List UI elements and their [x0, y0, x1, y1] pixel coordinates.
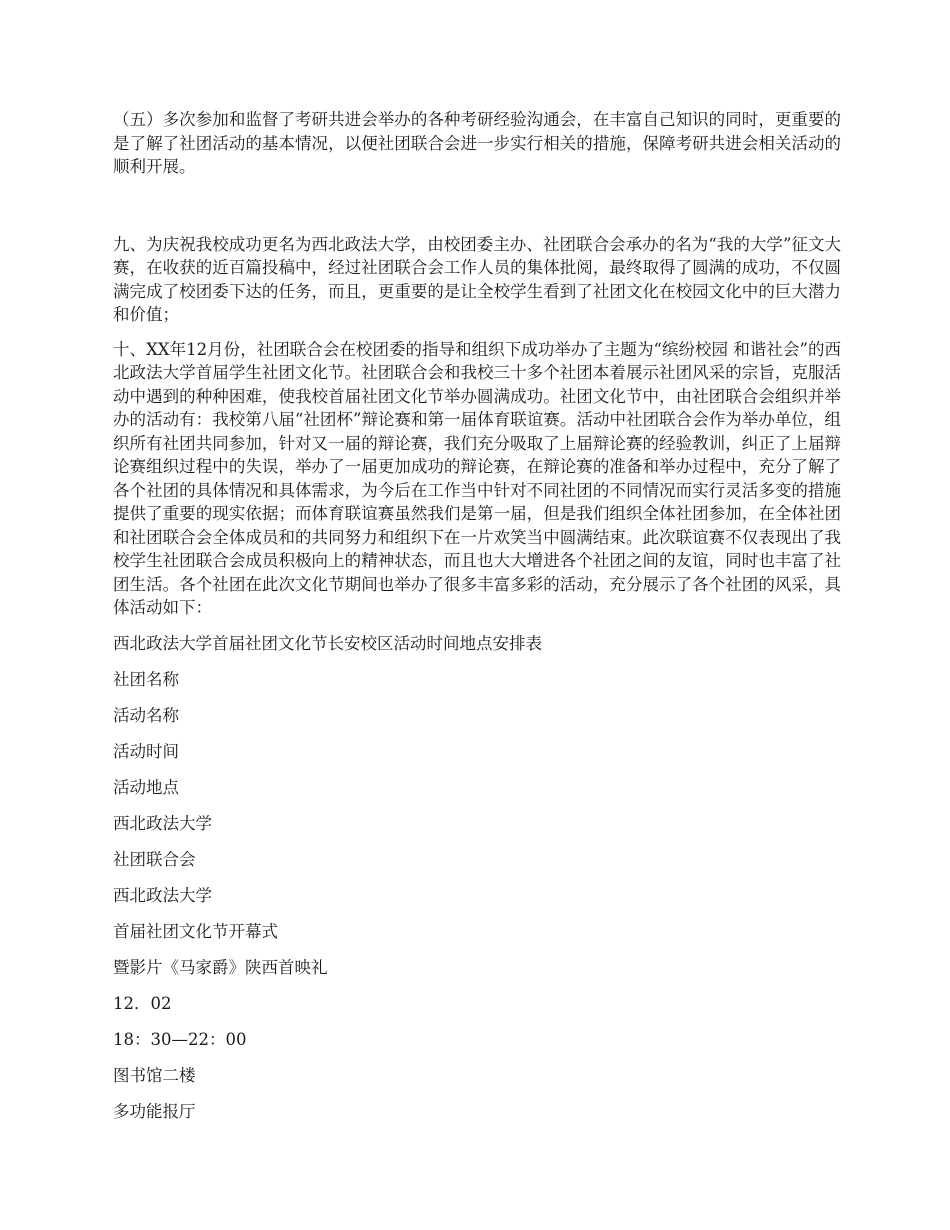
table-cell: 社团联合会: [113, 849, 196, 869]
table-header-activity-location: 活动地点: [113, 777, 179, 797]
table-cell-date: 12．02: [113, 993, 172, 1013]
schedule-table: [113, 632, 841, 1136]
table-cell-location: 图书馆二楼: [113, 1065, 196, 1085]
table-cell-time: 18：30—22：00: [113, 1029, 247, 1049]
table-title: 西北政法大学首届社团文化节长安校区活动时间地点安排表: [113, 633, 542, 653]
table-cell: 西北政法大学: [113, 885, 212, 905]
table-header-activity-name: 活动名称: [113, 705, 179, 725]
paragraph-item-5: （五）多次参加和监督了考研共进会举办的各种考研经验沟通会，在丰富自己知识的同时，更重要的是了解了社团活动的基本情况，以便社团联合会进一步实行相关的措施，保障考研共进会相关活动的顺利开展。: [113, 110, 841, 176]
paragraph-item-10: 十、XX年12月份，社团联合会在校团委的指导和组织下成功举办了主题为“缤纷校园 和谐社会”的西北政法大学首届学生社团文化节。社团联合会和我校三十多个社团本着展示社团风采的宗旨，克服活动中遇到的种种困难，使我校首届社团文化节举办圆满成功。社团文化节中，由社团联合会组织并举办的活动有：我校第八届“社团杯”辩论赛和第一届体育联谊赛。活动中社团联合会作为举办单位，组织所有社团共同参加，针对又一届的辩论赛，我们充分吸取了上届辩论赛的经验教训，纠正了上届辩论赛组织过程中的失误，举办了一届更加成功的辩论赛，在辩论赛的准备和举办过程中，充分了解了各个社团的具体情况和具体需求，为今后在工作当中针对不同社团的不同情况而实行灵活多变的措施提供了重要的现实依据；而体育联谊赛虽然我们是第一届，但是我们组织全体社团参加，在全体社团和社团联合会全体成员和的共同努力和组织下在一片欢笑当中圆满结束。此次联谊赛不仅表现出了我校学生社团联合会成员积极向上的精神状态，而且也大大增进各个社团之间的友谊，同时也丰富了社团生活。各个社团在此次文化节期间也举办了很多丰富多彩的活动，充分展示了各个社团的风采，具体活动如下：: [113, 339, 841, 617]
document-page: [113, 108, 841, 1136]
table-header-club-name: 社团名称: [113, 669, 179, 689]
table-cell: 西北政法大学: [113, 813, 212, 833]
table-cell-location: 多功能报厅: [113, 1101, 196, 1121]
table-cell: 暨影片《马家爵》陕西首映礼: [113, 957, 328, 977]
table-cell: 首届社团文化节开幕式: [113, 921, 278, 941]
paragraph-item-9: 九、为庆祝我校成功更名为西北政法大学，由校团委主办、社团联合会承办的名为“我的大学”征文大赛，在收获的近百篇投稿中，经过社团联合会工作人员的集体批阅，最终取得了圆满的成功，不仅圆满完成了校团委下达的任务，而且，更重要的是让全校学生看到了社团文化在校园文化中的巨大潜力和价值；: [113, 234, 841, 324]
table-header-activity-time: 活动时间: [113, 741, 179, 761]
